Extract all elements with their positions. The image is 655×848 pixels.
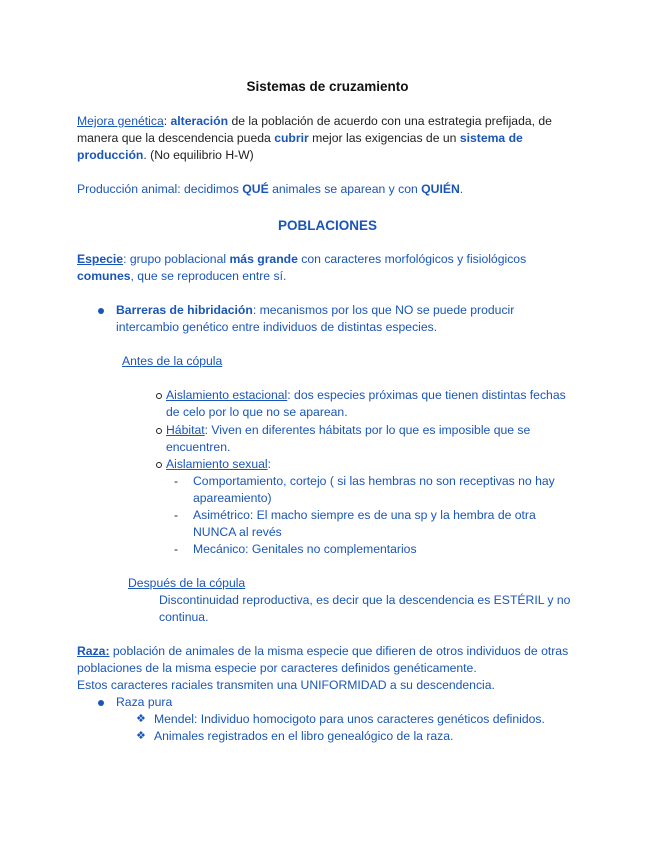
term-especie: Especie xyxy=(77,252,124,266)
antes-item-habitat: Hábitat: Viven en diferentes hábitats por lo que es imposible que se encuentren. xyxy=(166,423,531,454)
dash-bullet-icon: - xyxy=(174,474,179,488)
produccion-paragraph: Producción animal: decidimos QUÉ animales se aparean y con QUIÉN. xyxy=(77,182,464,196)
sub-item-asimetrico: Asimétrico: El macho siempre es de una sp y la hembra de otra NUNCA al revés xyxy=(193,508,536,539)
intro-paragraph: Mejora genética: alteración de la población de acuerdo con una estrategia prefijada, de manera que la descendencia pueda cubrir mejor las exigencias de un sistema de producción. (No equilibrio H-W) xyxy=(77,114,552,162)
page-title: Sistemas de cruzamiento xyxy=(246,79,409,94)
diamond-bullet-icon: ❖ xyxy=(136,713,146,725)
raza-line2: Estos caracteres raciales transmiten una UNIFORMIDAD a su descendencia. xyxy=(77,678,495,692)
term-raza: Raza: xyxy=(77,644,110,658)
circle-bullet-icon xyxy=(156,428,162,434)
circle-bullet-icon xyxy=(156,462,162,468)
term-mejora-genetica: Mejora genética xyxy=(77,114,164,128)
diamond-bullet-icon: ❖ xyxy=(136,730,146,742)
raza-sub-item-mendel: Mendel: Individuo homocigoto para unos caracteres genéticos definidos. xyxy=(154,712,545,726)
sub-item-comportamiento: Comportamiento, cortejo ( si las hembras no son receptivas no hay apareamiento) xyxy=(193,474,555,505)
bullet-icon xyxy=(98,700,104,706)
raza-pura-item: Raza pura xyxy=(116,695,173,709)
antes-label: Antes de la cópula xyxy=(122,354,223,368)
barreras-item: Barreras de hibridación: mecanismos por los que NO se puede producir intercambio genético entre individuos de distintas especies. xyxy=(116,303,515,334)
bullet-icon xyxy=(98,308,104,314)
antes-item-sexual: Aislamiento sexual: xyxy=(166,457,272,471)
raza-sub-item-registrados: Animales registrados en el libro genealógico de la raza. xyxy=(154,729,454,743)
dash-bullet-icon: - xyxy=(174,508,179,522)
sub-item-mecanico: Mecánico: Genitales no complementarios xyxy=(193,542,417,556)
dash-bullet-icon: - xyxy=(174,542,179,556)
especie-paragraph: Especie: grupo poblacional más grande con caracteres morfológicos y fisiológicos comunes, que se reproducen entre sí. xyxy=(77,252,527,283)
circle-bullet-icon xyxy=(156,393,162,399)
despues-label: Después de la cópula xyxy=(128,576,246,590)
antes-item-estacional: Aislamiento estacional: dos especies próximas que tienen distintas fechas de celo por lo que no se aparean. xyxy=(166,388,566,419)
despues-text: Discontinuidad reproductiva, es decir que la descendencia es ESTÉRIL y no continua. xyxy=(159,593,571,624)
raza-paragraph: Raza: población de animales de la misma especie que difieren de otros individuos de otras poblaciones de la misma especie por caracteres definidos genéticamente. xyxy=(77,644,569,675)
section-heading: POBLACIONES xyxy=(277,218,377,233)
